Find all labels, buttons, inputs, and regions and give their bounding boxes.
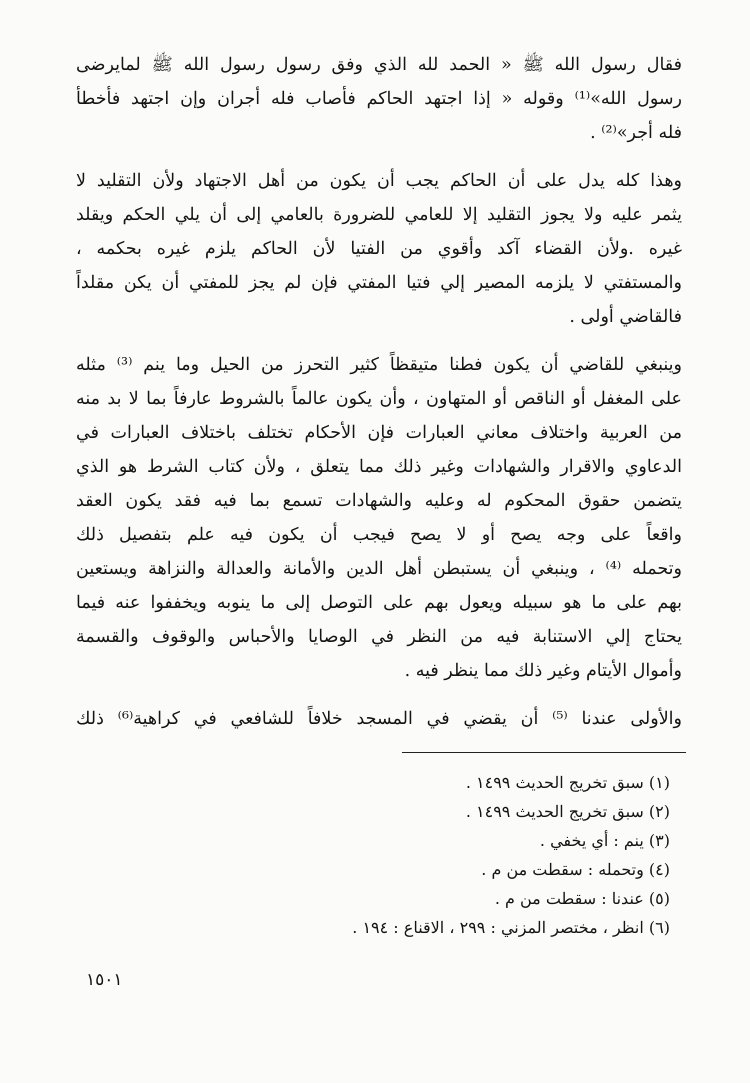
text-line: رسول الله»⁽¹⁾ وقوله « إذا اجتهد الحاكم فأصاب فله أجران وإن اجتهد فأخطأ xyxy=(76,89,682,109)
paragraph xyxy=(76,348,682,688)
text-line: الدعاوي والاقرار والشهادات وغير ذلك مما يتعلق ، ولأن كتاب الشرط هو الذي xyxy=(76,457,682,477)
footnote: (٤) وتحمله : سقطت من م . xyxy=(481,860,670,879)
text-line: وينبغي للقاضي أن يكون فطنا متيقظاً كثير التحرز من الحيل وما ينم ⁽³⁾ مثله xyxy=(76,355,682,375)
text-line: وأموال الأيتام وغير ذلك مما ينظر فيه . xyxy=(404,661,682,681)
footnote: (٥) عندنا : سقطت من م . xyxy=(494,889,670,908)
footnote: (٦) انظر ، مختصر المزني : ٢٩٩ ، الاقناع : ١٩٤ . xyxy=(352,918,670,937)
footnote: (١) سبق تخريج الحديث ١٤٩٩ . xyxy=(465,773,670,792)
text-line: فقال رسول الله ﷺ « الحمد لله الذي وفق رسول رسول الله ﷺ لمايرضى xyxy=(76,55,682,75)
text-line: واقعاً على وجه يصح أو لا يصح فيجب أن يكون فيه علم بتفصيل ذلك xyxy=(76,525,682,545)
paragraph-gap xyxy=(76,688,682,702)
text-line: والأولى عندنا ⁽⁵⁾ أن يقضي في المسجد خلافاً للشافعي في كراهية⁽⁶⁾ ذلك xyxy=(76,709,682,729)
text-line: والمستفتي لا يلزمه المصير إلي فتيا المفتي فإن لم يجز للمفتي أن يكن مقلداً xyxy=(76,273,682,293)
paragraph xyxy=(76,48,682,150)
paragraph-gap xyxy=(76,334,682,348)
text-line: من العربية واختلاف معاني العبارات فإن الأحكام تختلف باختلاف العبارات في xyxy=(76,423,682,443)
text-line: يحتاج إلي الاستنابة فيه من النظر في الوصايا والأحباس والوقوف والقسمة xyxy=(76,627,682,647)
text-line: وهذا كله يدل على أن الحاكم يجب أن يكون من أهل الاجتهاد ولأن التقليد لا xyxy=(76,171,682,191)
text-line: فالقاضي أولى . xyxy=(569,307,682,327)
main-text xyxy=(76,48,682,736)
footnotes xyxy=(150,768,670,942)
page-number: ١٥٠١ xyxy=(86,970,123,990)
text-line: فله أجر»⁽²⁾ . xyxy=(590,123,682,143)
text-line: على المغفل أو الناقص أو المتهاون ، وأن يكون عالماً بالشروط عارفاً بما لا بد منه xyxy=(76,389,682,409)
paragraph xyxy=(76,164,682,334)
footnote: (٣) ينم : أي يخفي . xyxy=(539,831,670,850)
text-line: يتضمن حقوق المحكوم له وعليه والشهادات تسمع بما فيه فقد يكون العقد xyxy=(76,491,682,511)
paragraph xyxy=(76,702,682,736)
paragraph-gap xyxy=(76,150,682,164)
text-line: غيره .ولأن القضاء آكد وأقوي من الفتيا لأن الحاكم يلزم غيره بحكمه ، xyxy=(76,239,682,259)
text-line: بهم على ما هو سبيله ويعول بهم على التوصل إلى ما ينوبه ويخففوا عنه فيما xyxy=(76,593,682,613)
text-line: وتحمله ⁽⁴⁾ ، وينبغي أن يستبطن أهل الدين والأمانة والعدالة والنزاهة ويستعين xyxy=(76,559,682,579)
footnote: (٢) سبق تخريج الحديث ١٤٩٩ . xyxy=(465,802,670,821)
footnote-divider xyxy=(402,752,686,753)
text-line: يثمر عليه ولا يجوز التقليد إلا للعامي للضرورة بالعامي إلى أن يلي الحكم ويقلد xyxy=(76,205,682,225)
